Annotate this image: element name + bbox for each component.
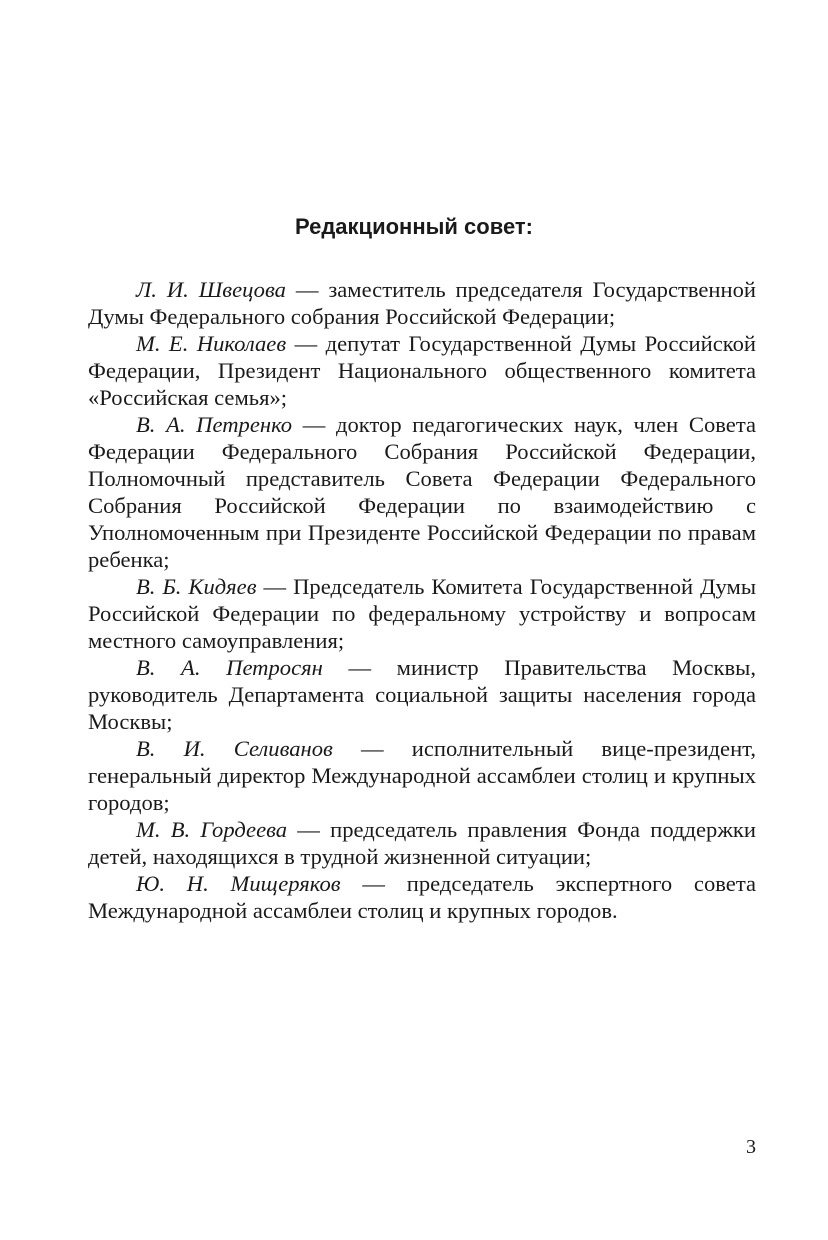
board-member-name: М. Е. Николаев <box>136 331 287 356</box>
board-member-name: В. Б. Кидяев <box>136 574 257 599</box>
board-member <box>88 816 756 870</box>
board-member-description: — доктор педагогических наук, член Совета Федерации Федерального Собрания Российской Федерации, Полномочный представитель Совета Федерации Федерального Собрания Российской Федерации по взаимодействию с Уполномоченным при Президенте Российской Федерации по правам ребенка; <box>88 412 756 572</box>
board-member-description: — депутат Государственной Думы Российской Федерации, Президент Национального общественного комитета «Российская семья»; <box>88 331 756 410</box>
board-member-description: — председатель правления Фонда поддержки детей, находящихся в трудной жизненной ситуации; <box>88 817 757 869</box>
editorial-board-heading: Редакционный совет: <box>294 214 533 239</box>
board-member <box>88 735 756 816</box>
board-member <box>88 411 756 573</box>
board-member-description: — председатель экспертного совета Международной ассамблеи столиц и крупных городов. <box>88 871 756 923</box>
page-number: 3 <box>746 1136 756 1158</box>
board-member-name: В. А. Петренко <box>136 412 293 437</box>
board-member <box>88 870 756 924</box>
board-member-name: Ю. Н. Мищеряков <box>136 871 341 896</box>
board-member-name: В. И. Селиванов <box>136 736 333 761</box>
board-member-description: — Председатель Комитета Государственной Думы Российской Федерации по федеральному устройству и вопросам местного самоуправления; <box>88 574 756 653</box>
board-member-name: М. В. Гордеева <box>136 817 288 842</box>
board-member-description: — исполнительный вице-президент, генеральный директор Международной ассамблеи столиц и крупных городов; <box>88 736 756 815</box>
editorial-board-list <box>88 276 756 924</box>
board-member <box>88 276 756 330</box>
board-member-name: В. А. Петросян <box>136 655 323 680</box>
board-member <box>88 573 756 654</box>
board-member-description: — заместитель председателя Государственной Думы Федерального собрания Российской Федерации; <box>88 277 756 329</box>
board-member-description: — министр Правительства Москвы, руководитель Департамента социальной защиты населения города Москвы; <box>88 655 756 734</box>
board-member <box>88 654 756 735</box>
board-member <box>88 330 756 411</box>
board-member-name: Л. И. Швецова <box>136 277 286 302</box>
